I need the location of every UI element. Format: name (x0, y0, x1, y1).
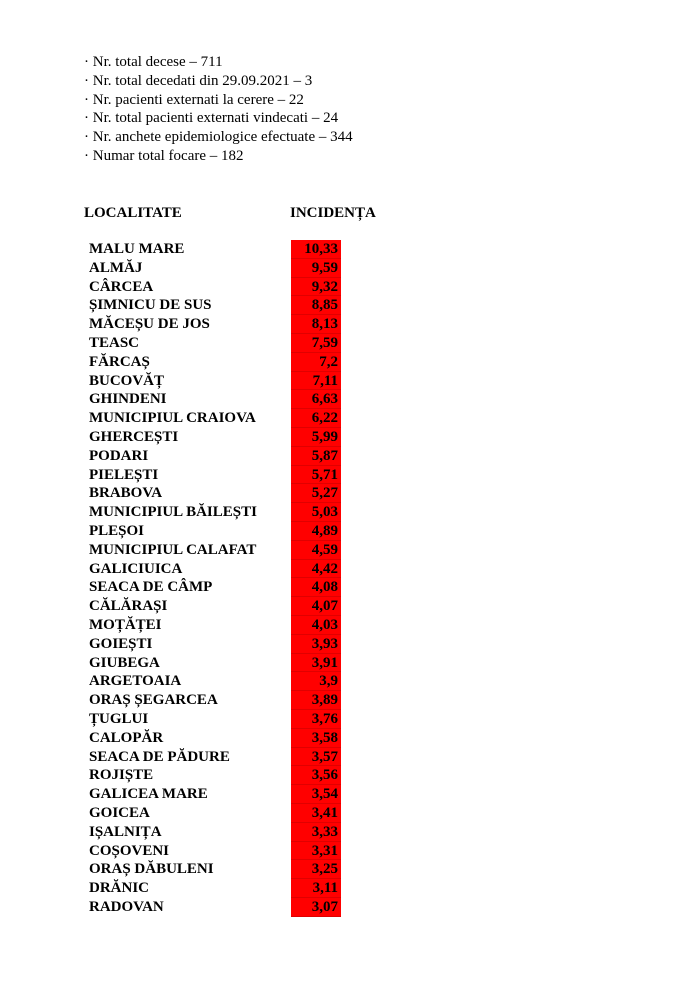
table-row (89, 842, 341, 861)
table-row (89, 503, 341, 522)
table-row (89, 729, 341, 748)
table-row (89, 259, 341, 278)
stat-discharged-cured: · Nr. total pacienti externati vindecati – 24 (84, 110, 339, 127)
table-row (89, 409, 341, 428)
locality-name: CĂLĂRAȘI (89, 598, 168, 615)
column-header-incidenta: INCIDENȚA (290, 205, 376, 221)
table-row (89, 447, 341, 466)
table-row (89, 560, 341, 579)
column-header-localitate: LOCALITATE (84, 205, 182, 221)
table-row (89, 785, 341, 804)
incidence-value: 7,59 (291, 334, 341, 353)
table-row (89, 654, 341, 673)
table-row (89, 240, 341, 259)
incidence-value: 4,03 (291, 616, 341, 635)
table-row (89, 860, 341, 879)
incidence-value: 3,58 (291, 729, 341, 748)
locality-name: ARGETOAIA (89, 673, 182, 690)
incidence-value: 5,27 (291, 484, 341, 503)
incidence-value: 8,13 (291, 315, 341, 334)
table-row (89, 879, 341, 898)
incidence-value: 3,91 (291, 654, 341, 673)
locality-name: PLEȘOI (89, 522, 145, 539)
locality-name: CÂRCEA (89, 278, 154, 295)
incidence-value: 8,85 (291, 296, 341, 315)
incidence-value: 9,59 (291, 259, 341, 278)
table-row (89, 428, 341, 447)
incidence-value: 3,41 (291, 804, 341, 823)
table-row (89, 315, 341, 334)
incidence-value: 6,22 (291, 409, 341, 428)
table-row (89, 635, 341, 654)
statistics-list (84, 53, 353, 166)
incidence-value: 3,25 (291, 860, 341, 879)
locality-name: SEACA DE PĂDURE (89, 748, 230, 765)
locality-name: MOȚĂȚEI (89, 616, 162, 633)
incidence-value: 3,76 (291, 710, 341, 729)
locality-name: ROJIȘTE (89, 767, 154, 784)
stat-total-outbreaks: · Numar total focare – 182 (84, 147, 244, 164)
locality-name: BUCOVĂȚ (89, 372, 165, 389)
table-row (89, 616, 341, 635)
incidence-value: 7,2 (291, 353, 341, 372)
locality-name: GOIEȘTI (89, 635, 153, 652)
table-row (89, 372, 341, 391)
table-row (89, 296, 341, 315)
table-row (89, 597, 341, 616)
incidence-value: 4,89 (291, 522, 341, 541)
incidence-value: 4,59 (291, 541, 341, 560)
locality-name: ORAȘ ȘEGARCEA (89, 692, 218, 709)
locality-name: MUNICIPIUL CRAIOVA (89, 410, 256, 427)
locality-name: PIELEȘTI (89, 466, 159, 483)
locality-name: TEASC (89, 334, 140, 351)
incidence-value: 4,07 (291, 597, 341, 616)
locality-name: BRABOVA (89, 485, 163, 502)
locality-name: MUNICIPIUL CALAFAT (89, 541, 257, 558)
locality-name: ȚUGLUI (89, 710, 149, 727)
table-row (89, 466, 341, 485)
incidence-value: 3,54 (291, 785, 341, 804)
table-row (89, 691, 341, 710)
table-row (89, 710, 341, 729)
table-row (89, 334, 341, 353)
locality-name: FĂRCAȘ (89, 353, 150, 370)
incidence-table (89, 240, 341, 917)
incidence-value: 5,87 (291, 447, 341, 466)
table-row (89, 672, 341, 691)
incidence-value: 3,33 (291, 823, 341, 842)
incidence-value: 10,33 (291, 240, 341, 259)
table-row (89, 766, 341, 785)
stat-total-deaths: · Nr. total decese – 711 (84, 54, 223, 70)
incidence-value: 5,99 (291, 428, 341, 447)
locality-name: GALICEA MARE (89, 786, 208, 803)
locality-name: RADOVAN (89, 898, 164, 915)
incidence-value: 7,11 (291, 372, 341, 391)
locality-name: IȘALNIȚA (89, 823, 162, 840)
locality-name: COȘOVENI (89, 842, 170, 859)
incidence-value: 5,71 (291, 466, 341, 485)
locality-name: MĂCEȘU DE JOS (89, 316, 210, 333)
incidence-value: 9,32 (291, 278, 341, 297)
table-row (89, 578, 341, 597)
stat-discharged-on-request: · Nr. pacienti externati la cerere – 22 (84, 91, 304, 108)
locality-name: ȘIMNICU DE SUS (89, 297, 212, 314)
incidence-value: 3,9 (291, 672, 341, 691)
incidence-value: 3,31 (291, 842, 341, 861)
incidence-value: 3,93 (291, 635, 341, 654)
incidence-value: 3,11 (291, 879, 341, 898)
locality-name: PODARI (89, 447, 149, 464)
table-row (89, 278, 341, 297)
stat-epidemiological-surveys: · Nr. anchete epidemiologice efectuate – 344 (84, 129, 353, 146)
locality-name: ORAȘ DĂBULENI (89, 861, 214, 878)
table-row (89, 823, 341, 842)
locality-name: SEACA DE CÂMP (89, 579, 213, 596)
table-row (89, 484, 341, 503)
incidence-value: 4,08 (291, 578, 341, 597)
incidence-value: 4,42 (291, 560, 341, 579)
incidence-value: 3,56 (291, 766, 341, 785)
table-row (89, 353, 341, 372)
table-row (89, 804, 341, 823)
locality-name: GALICIUICA (89, 560, 183, 577)
incidence-value: 3,57 (291, 748, 341, 767)
locality-name: GOICEA (89, 804, 150, 821)
incidence-value: 3,07 (291, 898, 341, 917)
locality-name: MUNICIPIUL BĂILEȘTI (89, 504, 257, 521)
table-row (89, 748, 341, 767)
locality-name: DRĂNIC (89, 880, 149, 897)
locality-name: GHERCEȘTI (89, 428, 179, 445)
locality-name: MALU MARE (89, 241, 185, 257)
incidence-value: 5,03 (291, 503, 341, 522)
table-row (89, 522, 341, 541)
locality-name: GIUBEGA (89, 654, 160, 671)
table-row (89, 541, 341, 560)
incidence-value: 3,89 (291, 691, 341, 710)
incidence-value: 6,63 (291, 390, 341, 409)
table-row (89, 390, 341, 409)
stat-deaths-since-date: · Nr. total decedati din 29.09.2021 – 3 (84, 72, 313, 89)
table-row (89, 898, 341, 917)
locality-name: CALOPĂR (89, 729, 164, 746)
locality-name: ALMĂJ (89, 259, 143, 276)
locality-name: GHINDENI (89, 391, 167, 408)
